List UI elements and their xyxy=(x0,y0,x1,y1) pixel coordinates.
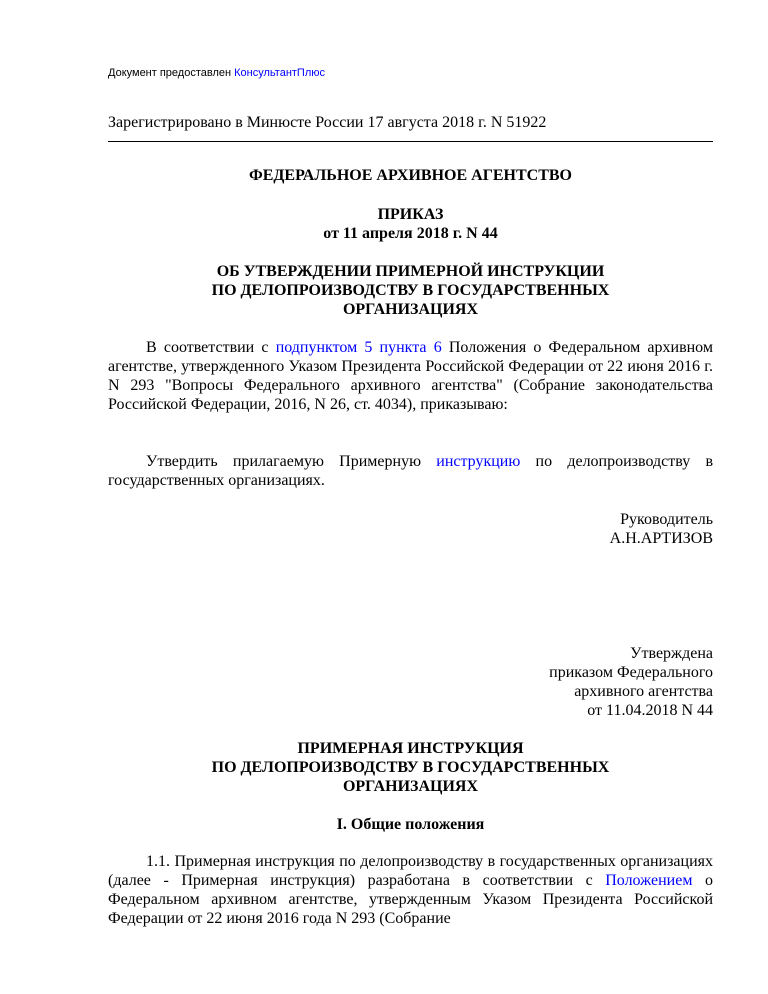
consultant-plus-link[interactable]: КонсультантПлюс xyxy=(234,67,326,79)
approval-line-1: Утверждена xyxy=(630,645,713,662)
preamble-text-before: В соответствии с xyxy=(146,339,276,356)
preamble-text-after: Положения о Федеральном архивном агентстве, утвержденного Указом Президента Российской Федерации от 22 июня 2016 г. N 293 "Вопросы Федерального архивного агентства" (Собрание законодательства Российской Федерации, 2016, N 26, ст. 4034), приказываю: xyxy=(108,339,714,413)
order-subject-heading xyxy=(108,262,713,319)
order-subject-line-3: ОРГАНИЗАЦИЯХ xyxy=(342,301,479,318)
provider-prefix: Документ предоставлен xyxy=(108,67,235,79)
order-subject-line-1: ОБ УТВЕРЖДЕНИИ ПРИМЕРНОЙ ИНСТРУКЦИИ xyxy=(216,263,605,280)
approve-paragraph xyxy=(108,452,713,490)
order-date: от 11 апреля 2018 г. N 44 xyxy=(323,225,498,242)
order-title: ПРИКАЗ xyxy=(377,206,444,223)
approval-line-3: архивного агентства xyxy=(574,683,713,700)
instruction-link[interactable]: инструкцию xyxy=(436,453,521,470)
approval-stamp xyxy=(549,644,713,720)
instruction-heading xyxy=(108,739,713,796)
instruction-title-line-3: ОРГАНИЗАЦИЯХ xyxy=(342,778,479,795)
clause-text-before: 1.1. Примерная инструкция по делопроизводству в государственных организациях (далее - Примерная инструкция) разработана в соответствии с xyxy=(108,853,713,889)
agency-heading: ФЕДЕРАЛЬНОЕ АРХИВНОЕ АГЕНТСТВО xyxy=(248,167,572,184)
instruction-title-line-1: ПРИМЕРНАЯ ИНСТРУКЦИЯ xyxy=(297,740,524,757)
approve-text-after: по делопроизводству в государственных организациях. xyxy=(108,453,714,489)
approve-text-before: Утвердить прилагаемую Примерную xyxy=(146,453,437,470)
order-subject-line-2: ПО ДЕЛОПРОИЗВОДСТВУ В ГОСУДАРСТВЕННЫХ xyxy=(211,282,610,299)
clause-text-after: о Федеральном архивном агентстве, утвержденным Указом Президента Российской Федерации от 22 июня 2016 года N 293 (Собрание xyxy=(108,872,713,927)
approval-line-2: приказом Федерального xyxy=(549,664,713,681)
subparagraph-link[interactable]: подпунктом 5 пункта 6 xyxy=(275,339,442,356)
signature-position: Руководитель xyxy=(620,511,713,528)
section-heading: I. Общие положения xyxy=(336,816,485,833)
instruction-title-line-2: ПО ДЕЛОПРОИЗВОДСТВУ В ГОСУДАРСТВЕННЫХ xyxy=(211,759,610,776)
header-divider xyxy=(108,141,713,142)
clause-1-1-paragraph xyxy=(108,852,713,928)
order-heading xyxy=(108,205,713,243)
signature-name: А.Н.АРТИЗОВ xyxy=(609,530,713,547)
approval-line-4: от 11.04.2018 N 44 xyxy=(587,702,713,719)
preamble-paragraph xyxy=(108,338,713,414)
regulation-link[interactable]: Положением xyxy=(605,872,693,889)
signature-block xyxy=(610,510,713,548)
provider-line xyxy=(108,67,325,79)
registration-note: Зарегистрировано в Минюсте России 17 августа 2018 г. N 51922 xyxy=(108,114,547,131)
